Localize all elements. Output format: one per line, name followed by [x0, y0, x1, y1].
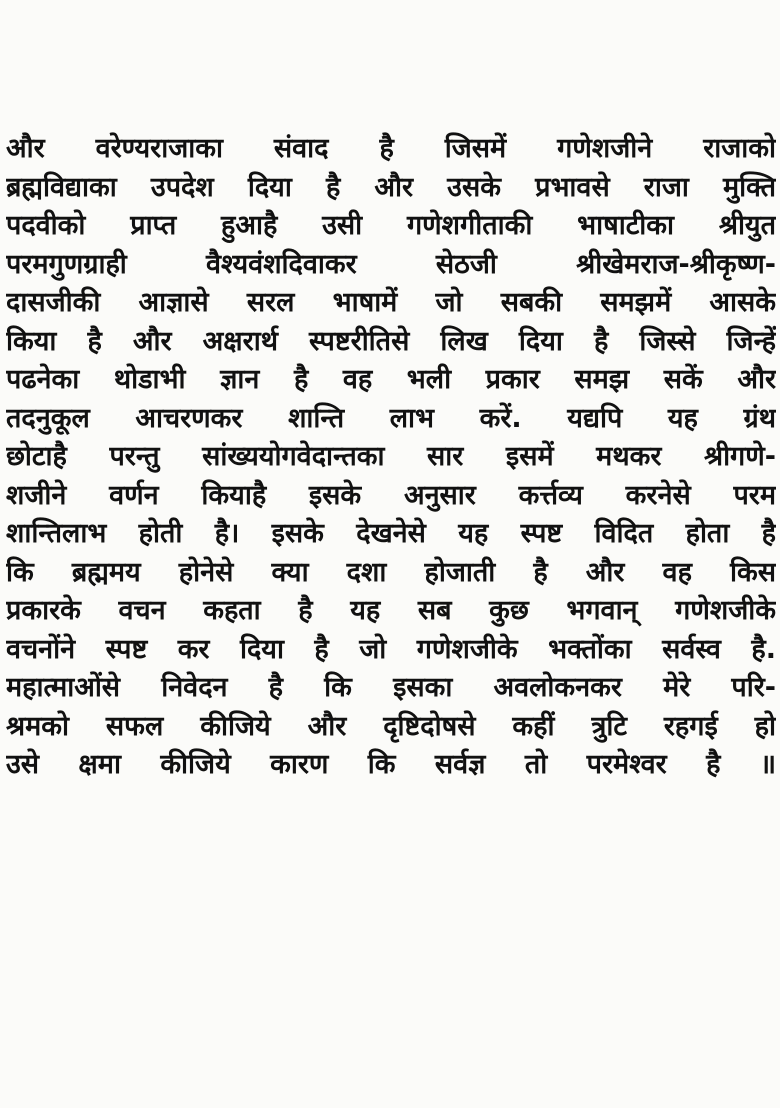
text-line: ब्रह्मविद्याका उपदेश दिया है और उसके प्रभावसे राजा मुक्ति — [6, 171, 776, 203]
text-line: कि ब्रह्ममय होनेसे क्या दशा होजाती है और वह किस — [6, 556, 776, 588]
text-line: श्रमको सफल कीजिये और दृष्टिदोषसे कहीं त्रुटि रहगई हो — [6, 710, 776, 742]
text-line: दासजीकी आज्ञासे सरल भाषामें जो सबकी समझमें आसके — [6, 287, 776, 318]
text-line: पढनेका थोडाभी ज्ञान है वह भली प्रकार समझ सकें और — [6, 364, 776, 395]
text-line: परमगुणग्राही वैश्यवंशदिवाकर सेठजी श्रीखेमराज-श्रीकृष्ण- — [6, 248, 776, 280]
text-line: पदवीको प्राप्त हुआहै उसी गणेशगीताकी भाषाटीका श्रीयुत — [6, 210, 776, 241]
text-line: शान्तिलाभ होती है। इसके देखनेसे यह स्पष्ट विदित होता है — [6, 518, 776, 549]
text-line: तदनुकूल आचरणकर शान्ति लाभ करें. यद्यपि यह ग्रंथ — [6, 402, 776, 434]
text-line: शजीने वर्णन कियाहै इसके अनुसार कर्त्तव्य करनेसे परम — [6, 479, 776, 511]
text-line: महात्माओंसे निवेदन है कि इसका अवलोकनकर मेरे परि- — [6, 672, 776, 703]
text-line: वचनोंने स्पष्ट कर दिया है जो गणेशजीके भक्तोंका सर्वस्व है. — [6, 633, 776, 665]
text-line: उसे क्षमा कीजिये कारण कि सर्वज्ञ तो परमेश्वर है ॥ — [6, 749, 776, 780]
text-line: छोटाहै परन्तु सांख्ययोगवेदान्तका सार इसमें मथकर श्रीगणे- — [6, 441, 776, 472]
text-line: किया है और अक्षरार्थ स्पष्टरीतिसे लिख दिया है जिस्से जिन्हें — [6, 325, 776, 357]
body-text — [6, 130, 776, 785]
text-line: और वरेण्यराजाका संवाद है जिसमें गणेशजीने राजाको — [6, 133, 776, 164]
text-line: प्रकारके वचन कहता है यह सब कुछ भगवान् गणेशजीके — [6, 595, 776, 626]
